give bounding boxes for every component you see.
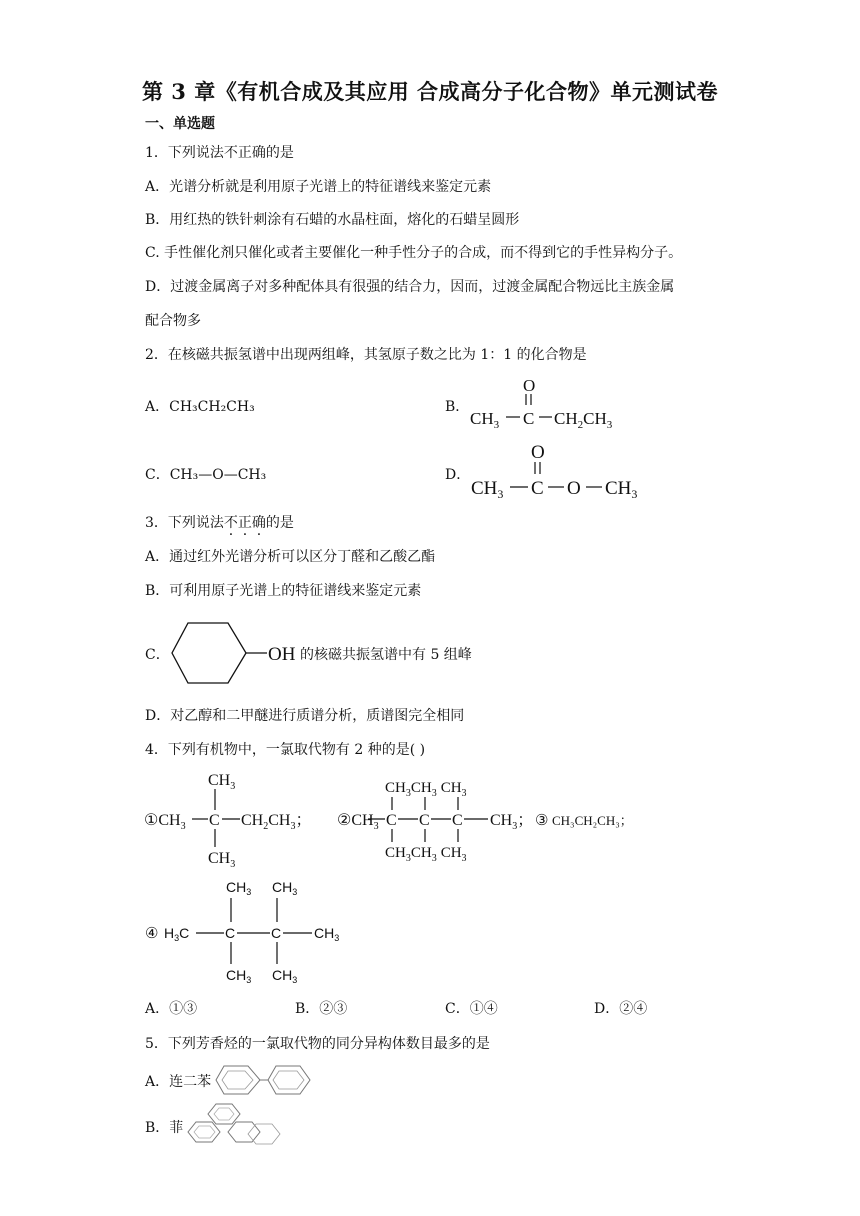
q1-stem: 1．下列说法不正确的是	[145, 145, 294, 161]
svg-text:C: C	[209, 812, 220, 829]
q2-option-d-structure	[468, 440, 653, 500]
q3-option-c-structure	[170, 620, 302, 686]
svg-text:CH3: $CH_3$	[314, 925, 340, 943]
q3-stem-post: 的是	[265, 515, 294, 531]
svg-text:C: C	[531, 478, 544, 499]
svg-text:①CH3: $①CH_3$	[144, 812, 186, 832]
svg-text:H3C: $H_3C$	[164, 925, 190, 943]
q5-option-b: B．菲	[145, 1120, 184, 1136]
q3-stem-emphasis-2: 正	[237, 515, 252, 531]
svg-text:CH3: $CH_3$	[272, 879, 298, 897]
svg-text:②CH3: $②CH_3$	[337, 812, 379, 832]
svg-text:C: C	[271, 925, 282, 941]
svg-text:OH: OH	[268, 644, 296, 665]
q3-option-d: D．对乙醇和二甲醚进行质谱分析，质谱图完全相同	[145, 708, 465, 724]
svg-text:C: C	[419, 812, 430, 829]
svg-text:CH3CH3CH3: $CH_3CH_3$ $CH_3$	[385, 780, 467, 799]
q4-option-b: B．②③	[295, 1001, 348, 1017]
q2-option-b-structure	[468, 374, 628, 430]
page-title: 第 3 章《有机合成及其应用 合成高分子化合物》单元测试卷	[141, 79, 719, 104]
section-heading: 一、单选题	[145, 116, 215, 132]
svg-text:C: C	[523, 409, 535, 428]
svg-text:O: O	[531, 442, 545, 463]
svg-text:O: O	[567, 478, 581, 499]
svg-text:C: C	[225, 925, 236, 941]
q3-stem	[145, 512, 294, 532]
svg-text:C: C	[452, 812, 463, 829]
q4-structure-2	[337, 780, 533, 864]
q1-option-c: C. 手性催化剂只催化或者主要催化一种手性分子的合成，而不得到它的手性异构分子。	[145, 245, 683, 261]
svg-text:CH3: $CH_3$	[208, 772, 236, 792]
svg-text:CH3: $CH_3$	[272, 967, 298, 985]
svg-text:C: C	[386, 812, 397, 829]
q5-option-a: A．连二苯	[145, 1074, 212, 1090]
q5-stem: 5．下列芳香烃的一氯取代物的同分异构体数目最多的是	[145, 1036, 490, 1052]
q4-option-c: C．①④	[445, 1001, 498, 1017]
svg-text:CH3: $CH_3$	[470, 409, 500, 430]
q2-option-b-label: B．	[445, 399, 470, 415]
q1-option-d-cont: 配合物多	[145, 313, 201, 329]
q4-structure-4	[160, 876, 360, 986]
svg-text:CH3: $CH_3$	[226, 967, 252, 985]
q4-option-d: D．②④	[594, 1001, 648, 1017]
q2-option-a: A．CH₃CH₂CH₃	[145, 399, 255, 415]
q4-structure-1	[144, 772, 311, 870]
q5-option-b-structure	[184, 1102, 284, 1146]
q4-structure-3-text: CH₃CH₂CH₃；	[552, 813, 633, 828]
svg-text:CH3: $CH_3$	[208, 850, 236, 870]
q4-stem: 4．下列有机物中，一氯取代物有 2 种的是( )	[145, 742, 426, 758]
q2-stem: 2．在核磁共振氢谱中出现两组峰，其氢原子数之比为 1：1 的化合物是	[145, 347, 587, 363]
svg-text:CH2CH3；: $CH_2CH_3$；	[241, 812, 312, 832]
q3-option-a: A．通过红外光谱分析可以区分丁醛和乙酸乙酯	[145, 549, 436, 565]
q4-structure-4-label: ④	[145, 924, 159, 942]
q3-option-c-label: C．	[145, 647, 170, 663]
q3-stem-pre: 3．下列说法	[145, 515, 224, 531]
q3-stem-emphasis-1: 不	[223, 515, 238, 531]
svg-text:CH3；: $CH_3$；	[490, 812, 534, 832]
q4-option-a: A．①③	[145, 1001, 198, 1017]
q2-option-c: C．CH₃—O—CH₃	[145, 467, 267, 483]
q3-option-b: B．可利用原子光谱上的特征谱线来鉴定元素	[145, 583, 422, 599]
svg-text:CH3: $CH_3$	[471, 478, 504, 500]
q1-option-a: A．光谱分析就是利用原子光谱上的特征谱线来鉴定元素	[145, 179, 492, 195]
q3-option-c-text: 的核磁共振氢谱中有 5 组峰	[300, 647, 472, 663]
q1-option-b: B．用红热的铁针刺涂有石蜡的水晶柱面，熔化的石蜡呈圆形	[145, 212, 520, 228]
svg-text:CH2CH3: $CH_2CH_3$	[554, 409, 613, 430]
svg-text:O: O	[523, 376, 536, 395]
svg-text:CH3CH3CH3: $CH_3CH_3$ $CH_3$	[385, 845, 467, 864]
q1-option-d: D．过渡金属离子对多种配体具有很强的结合力，因而，过渡金属配合物远比主族金属	[145, 279, 675, 295]
q3-stem-emphasis-3: 确	[251, 515, 266, 531]
svg-text:③: ③	[535, 813, 549, 829]
svg-text:CH3: $CH_3$	[605, 478, 638, 500]
q5-option-a-structure	[214, 1064, 314, 1096]
q2-option-d-label: D．	[445, 467, 471, 483]
q4-structure-3	[535, 813, 548, 829]
svg-text:CH3: $CH_3$	[226, 879, 252, 897]
